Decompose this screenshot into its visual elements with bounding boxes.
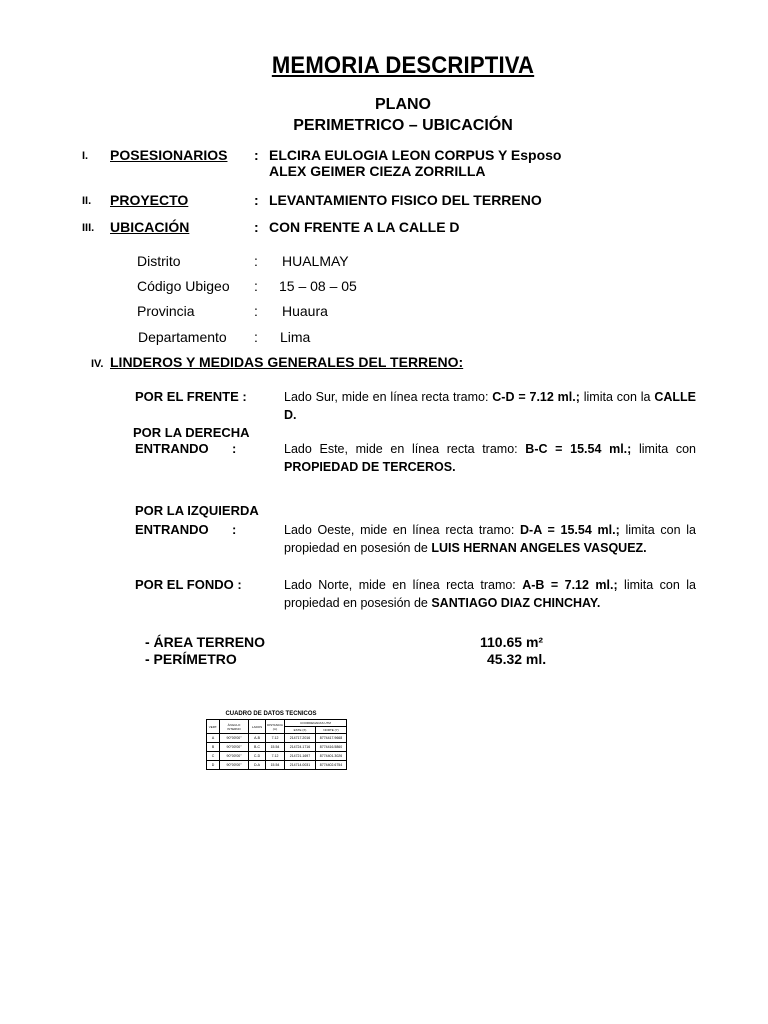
fondo-description: Lado Norte, mide en línea recta tramo: A-B = 7.12 ml.; limita con la propiedad en posesión de SANTIAGO DIAZ CHINCHAY. (284, 578, 696, 610)
subtitle-perimetrico: PERIMETRICO – UBICACIÓN (293, 117, 513, 134)
section-colon-ubicacion: : (254, 219, 259, 235)
table-cell: D (207, 761, 220, 770)
izquierda-label-2: ENTRANDO (135, 522, 209, 537)
derecha-label-2: ENTRANDO (135, 441, 209, 456)
section-num-proyecto: II. (82, 195, 92, 207)
table-cell: 15.54 (266, 743, 285, 752)
frente-label: POR EL FRENTE : (135, 389, 247, 404)
tech-header-distancia: DISTANCIA (m) (266, 720, 285, 734)
document-title: MEMORIA DESCRIPTIVA (271, 52, 535, 79)
location-colon-provincia: : (254, 303, 258, 319)
location-value-distrito: HUALMAY (282, 253, 349, 269)
izquierda-colon: : (232, 522, 237, 537)
tech-header-coordenadas: COORDENADAS UTM (285, 720, 347, 727)
table-row (207, 752, 347, 761)
tech-header-angulo: ÁNGULO INTERNO (220, 720, 249, 734)
table-cell: C-D (249, 752, 266, 761)
table-cell: C (207, 752, 220, 761)
table-cell: 214724.1716 (285, 743, 316, 752)
table-cell: B-C (249, 743, 266, 752)
table-cell: 15.54 (266, 761, 285, 770)
table-cell: 8774416.5860 (316, 743, 347, 752)
tech-data-table (206, 719, 347, 770)
table-cell: 90°00'00" (220, 761, 249, 770)
table-row (207, 743, 347, 752)
location-colon-distrito: : (254, 253, 258, 269)
table-cell: 214721.1697 (285, 752, 316, 761)
location-value-departamento: Lima (280, 329, 311, 345)
posesionarios-line1: ELCIRA EULOGIA LEON CORPUS Y Esposo (269, 147, 562, 163)
table-cell: 214714.0031 (285, 761, 316, 770)
location-label-departamento: Departamento (138, 329, 227, 345)
table-row (207, 761, 347, 770)
section-colon-proyecto: : (254, 192, 259, 208)
location-colon-ubigeo: : (254, 278, 258, 294)
fondo-label: POR EL FONDO : (135, 577, 242, 592)
ubicacion-value: CON FRENTE A LA CALLE D (269, 219, 460, 235)
tech-header-este: ESTE (X) (285, 727, 316, 734)
subtitle-plano: PLANO (375, 96, 431, 113)
derecha-colon: : (232, 441, 237, 456)
section-label-posesionarios: POSESIONARIOS (110, 147, 228, 163)
table-cell: 7.12 (266, 752, 285, 761)
tech-table-title: CUADRO DE DATOS TECNICOS (225, 711, 317, 717)
table-cell: A-B (249, 734, 266, 743)
izquierda-label-1: POR LA IZQUIERDA (135, 503, 259, 518)
izquierda-description: Lado Oeste, mide en línea recta tramo: D-A = 15.54 ml.; limita con la propiedad en posesión de LUIS HERNAN ANGELES VASQUEZ. (284, 523, 696, 555)
table-cell: 7.12 (266, 734, 285, 743)
table-cell: 8774417.9668 (316, 734, 347, 743)
section-label-ubicacion: UBICACIÓN (110, 219, 190, 235)
section-label-proyecto: PROYECTO (110, 192, 189, 208)
section-num-posesionarios: I. (82, 150, 89, 162)
table-cell: 214717.2016 (285, 734, 316, 743)
table-cell: 90°00'00" (220, 743, 249, 752)
frente-description: Lado Sur, mide en línea recta tramo: C-D = 7.12 ml.; limita con la CALLE D. (284, 390, 696, 422)
section-num-ubicacion: III. (82, 222, 95, 234)
linderos-heading: LINDEROS Y MEDIDAS GENERALES DEL TERRENO: (110, 354, 464, 370)
location-colon-departamento: : (254, 329, 258, 345)
tech-header-lados: LADOS (249, 720, 266, 734)
location-value-provincia: Huaura (282, 303, 328, 319)
proyecto-value: LEVANTAMIENTO FISICO DEL TERRENO (269, 192, 542, 208)
table-cell: B (207, 743, 220, 752)
table-cell: 90°00'00" (220, 752, 249, 761)
area-value: 110.65 m² (480, 634, 544, 650)
tech-header-norte: NORTE (Y) (316, 727, 347, 734)
location-label-ubigeo: Código Ubigeo (137, 278, 230, 294)
derecha-label-1: POR LA DERECHA (133, 425, 250, 440)
posesionarios-line2: ALEX GEIMER CIEZA ZORRILLA (269, 163, 486, 179)
table-cell: 90°00'00" (220, 734, 249, 743)
table-cell: D-A (249, 761, 266, 770)
section-colon-posesionarios: : (254, 147, 259, 163)
location-label-distrito: Distrito (137, 253, 181, 269)
location-label-provincia: Provincia (137, 303, 195, 319)
perimetro-label: - PERÍMETRO (145, 651, 237, 667)
table-row (207, 734, 347, 743)
derecha-description: Lado Este, mide en línea recta tramo: B-C = 15.54 ml.; limita con PROPIEDAD DE TERCEROS. (284, 442, 696, 474)
location-value-ubigeo: 15 – 08 – 05 (279, 278, 357, 294)
table-cell: 8774401.3026 (316, 752, 347, 761)
tech-header-vert: VERT. (207, 720, 220, 734)
table-cell: A (207, 734, 220, 743)
area-label: - ÁREA TERRENO (145, 634, 266, 650)
table-cell: 8774402.6754 (316, 761, 347, 770)
section-num-linderos: IV. (91, 358, 104, 370)
perimetro-value: 45.32 ml. (487, 651, 547, 667)
